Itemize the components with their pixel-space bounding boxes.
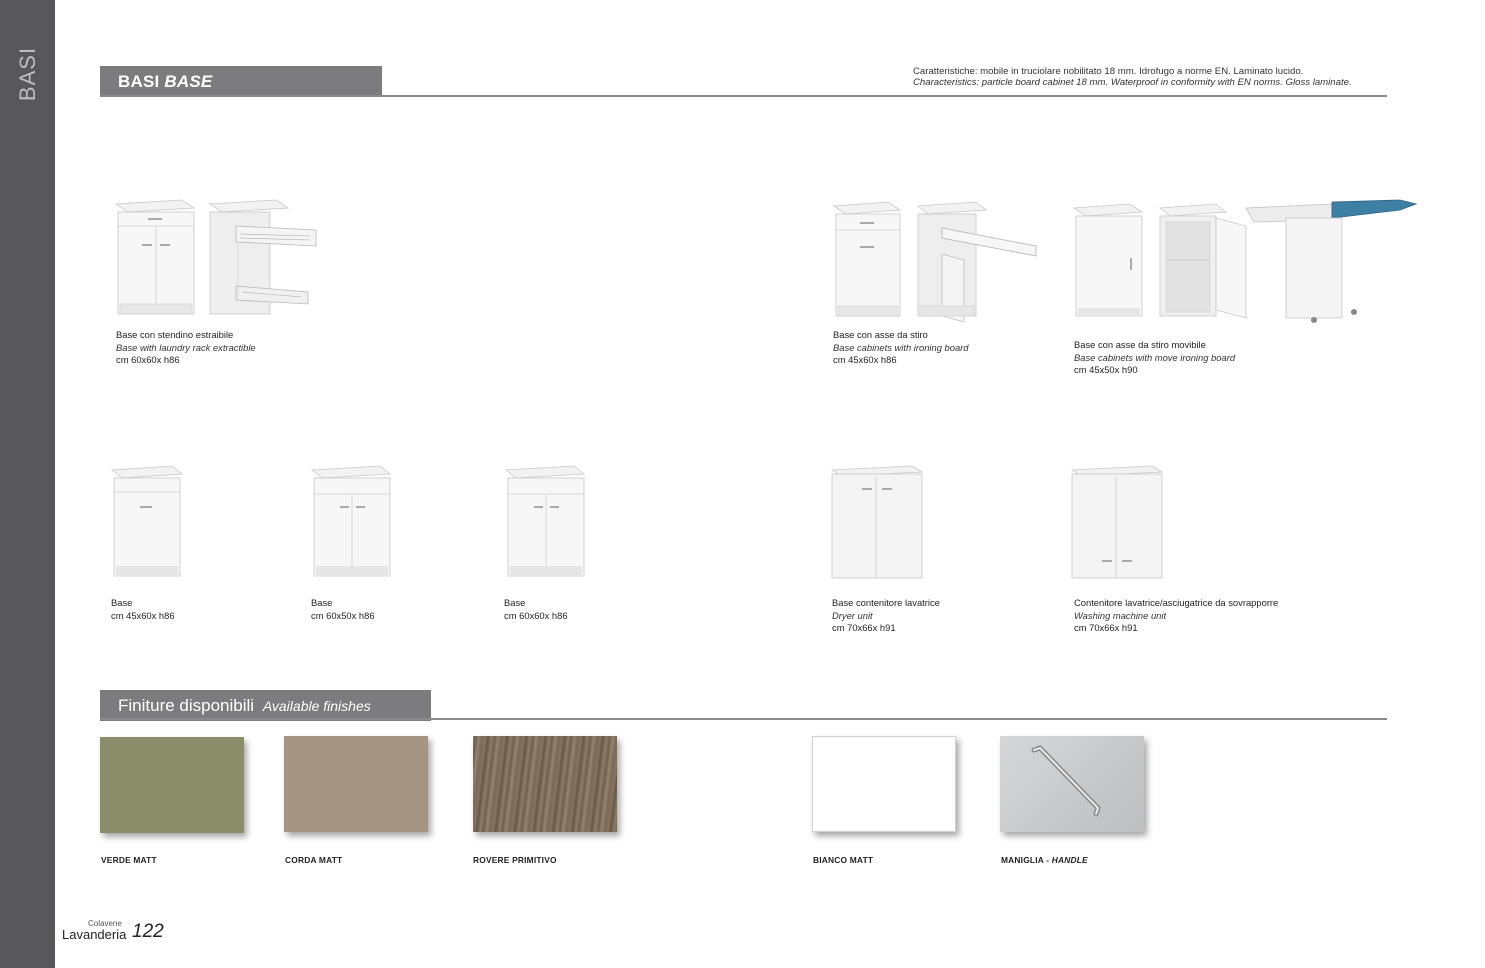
cabinet-dryer-unit-image (828, 462, 928, 582)
product-base-45x60[interactable] (108, 462, 228, 632)
specs-en: Characteristics: particle board cabinet 18 mm. Waterproof in conformity with EN norms. Gloss laminate. (913, 77, 1352, 88)
product-name: Contenitore lavatrice/asciugatrice da sovrapporre (1074, 597, 1279, 608)
product-base-60x50[interactable] (308, 462, 428, 632)
handle-label-en: HANDLE (1051, 855, 1088, 865)
page-number: 122 (132, 921, 164, 942)
product-caption (504, 597, 568, 622)
section-title (118, 72, 212, 92)
product-size: cm 60x60x h86 (116, 354, 180, 365)
product-size: cm 45x60x h86 (833, 354, 897, 365)
side-label-text: BASI (15, 46, 40, 102)
footer-category: Lavanderia (62, 927, 127, 942)
product-size: cm 70x66x h91 (1074, 622, 1138, 633)
swatch-label: ROVERE PRIMITIVO (473, 855, 557, 865)
swatch-bianco-matt[interactable] (812, 736, 956, 832)
swatch-rovere-primitivo[interactable] (473, 736, 617, 832)
product-name: Base con asse da stiro (833, 329, 928, 340)
product-washing-machine-unit[interactable] (1068, 462, 1328, 642)
specs-it: Caratteristiche: mobile in truciolare nobilitato 18 mm. Idrofugo a norme EN. Laminato lucido. (913, 66, 1304, 77)
cabinet-ironing-board-image (830, 198, 1045, 326)
cabinet-washing-machine-image (1068, 462, 1168, 582)
product-size: cm 60x60x h86 (504, 609, 568, 621)
product-name: Base contenitore lavatrice (832, 597, 940, 608)
product-name-en: Dryer unit (832, 609, 873, 621)
page-footer (62, 918, 182, 944)
product-base-60x60[interactable] (502, 462, 622, 632)
product-caption (1074, 597, 1278, 635)
swatch-label: BIANCO MATT (813, 855, 874, 865)
swatch-handle[interactable] (1000, 736, 1144, 832)
swatch-label: CORDA MATT (285, 855, 343, 865)
product-size: cm 45x60x h86 (111, 609, 175, 621)
cabinet-single-door-image (108, 462, 188, 580)
cabinet-movable-ironing-image (1070, 198, 1422, 328)
finishes-title-it: Finiture disponibili (118, 696, 255, 715)
header-divider (100, 95, 1387, 97)
product-caption (111, 597, 175, 622)
handle-icon (1000, 736, 1144, 832)
specifications (913, 66, 1352, 88)
product-size: cm 60x50x h86 (311, 609, 375, 621)
product-caption (1074, 339, 1235, 377)
product-name-en: Base cabinets with ironing board (833, 341, 969, 353)
finishes-title (118, 696, 371, 716)
cabinet-double-door-image (308, 462, 398, 580)
product-name: Base con stendino estraibile (116, 329, 234, 340)
product-name: Base con asse da stiro movibile (1074, 339, 1206, 350)
section-header-base (100, 66, 382, 97)
product-caption (832, 597, 940, 635)
side-section-label (10, 46, 46, 102)
cabinet-laundry-rack-image (112, 196, 322, 321)
swatch-label (1001, 855, 1088, 865)
handle-label-it: MANIGLIA - (1001, 855, 1052, 865)
finishes-title-en: Available finishes (262, 698, 371, 714)
product-size: cm 70x66x h91 (832, 622, 896, 633)
product-base-ironing-board[interactable] (830, 198, 1045, 373)
product-name-en: Base with laundry rack extractible (116, 341, 256, 353)
section-title-en: BASE (164, 72, 213, 91)
swatch-label: VERDE MATT (101, 855, 157, 865)
section-title-it: BASI (118, 72, 160, 91)
section-header-finishes (100, 690, 431, 721)
product-caption (833, 329, 969, 367)
product-dryer-unit[interactable] (828, 462, 988, 642)
product-name-en: Washing machine unit (1074, 609, 1167, 621)
product-base-laundry-rack[interactable] (112, 196, 322, 371)
finishes-divider (100, 718, 1387, 720)
product-name: Base (311, 597, 333, 608)
product-size: cm 45x50x h90 (1074, 364, 1138, 375)
product-caption (311, 597, 375, 622)
product-name-en: Base cabinets with move ironing board (1074, 351, 1236, 363)
swatch-verde-matt[interactable] (100, 737, 244, 833)
product-base-movable-ironing-board[interactable] (1070, 198, 1422, 383)
footer-brand: Colavene (88, 919, 122, 928)
product-name: Base (504, 597, 526, 608)
swatch-corda-matt[interactable] (284, 736, 428, 832)
product-name: Base (111, 597, 133, 608)
side-strip (0, 0, 55, 968)
cabinet-double-door-image (502, 462, 592, 580)
product-caption (116, 329, 256, 367)
